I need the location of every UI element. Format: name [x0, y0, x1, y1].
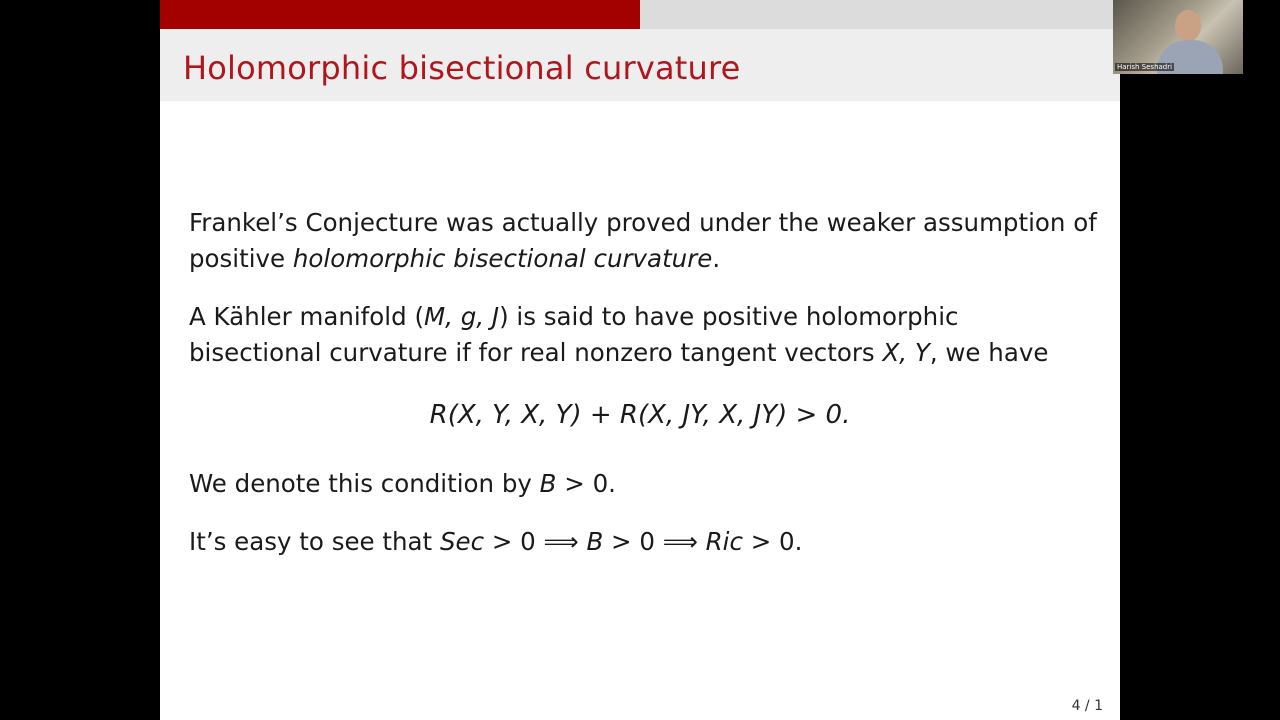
presentation-slide: [160, 0, 1120, 720]
slide-title-bar: [160, 29, 1120, 101]
paragraph-condition: [189, 466, 1089, 502]
paragraph-kahler-definition: [189, 299, 1089, 371]
text-run: > 0 ⟹: [603, 527, 706, 556]
slide-title: Holomorphic bisectional curvature: [183, 49, 741, 87]
text-run: > 0 ⟹: [484, 527, 587, 556]
presenter-video-tile[interactable]: [1113, 0, 1243, 74]
paragraph-line: Frankel’s Conjecture was actually proved under the weaker assumption of: [189, 208, 1097, 237]
text-run: > 0.: [556, 469, 616, 498]
paragraph-line: [189, 524, 1089, 560]
text-run: A Kähler manifold (: [189, 302, 424, 331]
math-expression: B: [586, 527, 604, 556]
text-run: .: [712, 244, 721, 273]
math-expression: B: [539, 469, 557, 498]
paragraph-line: [189, 299, 1089, 335]
paragraph-line: [189, 466, 1089, 502]
paragraph-implications: [189, 524, 1089, 560]
paragraph-line: [189, 241, 1089, 277]
text-run: It’s easy to see that: [189, 527, 440, 556]
presenter-name-label: Harish Seshadri: [1117, 63, 1173, 71]
math-expression: Ric: [705, 527, 743, 556]
paragraph-frankel-conjecture: [189, 205, 1097, 277]
display-equation: R(X, Y, X, Y) + R(X, JY, X, JY) > 0.: [429, 400, 851, 430]
math-expression: X, Y: [882, 338, 930, 367]
text-run: We denote this condition by: [189, 469, 540, 498]
text-run: bisectional curvature if for real nonzero tangent vectors: [189, 338, 883, 367]
slide-progress-fill: [160, 0, 640, 29]
slide-page-number: 4 / 1: [1071, 698, 1103, 714]
presenter-head: [1175, 10, 1201, 42]
text-run: positive: [189, 244, 293, 273]
slide-progress-bar: [160, 0, 1120, 29]
text-run: ) is said to have positive holomorphic: [499, 302, 959, 331]
math-expression: M, g, J: [424, 302, 500, 331]
text-run: > 0.: [742, 527, 803, 556]
math-expression: Sec: [439, 527, 485, 556]
text-run: , we have: [929, 338, 1049, 367]
paragraph-line: [189, 335, 1089, 371]
emphasized-term: holomorphic bisectional curvature: [292, 244, 713, 273]
